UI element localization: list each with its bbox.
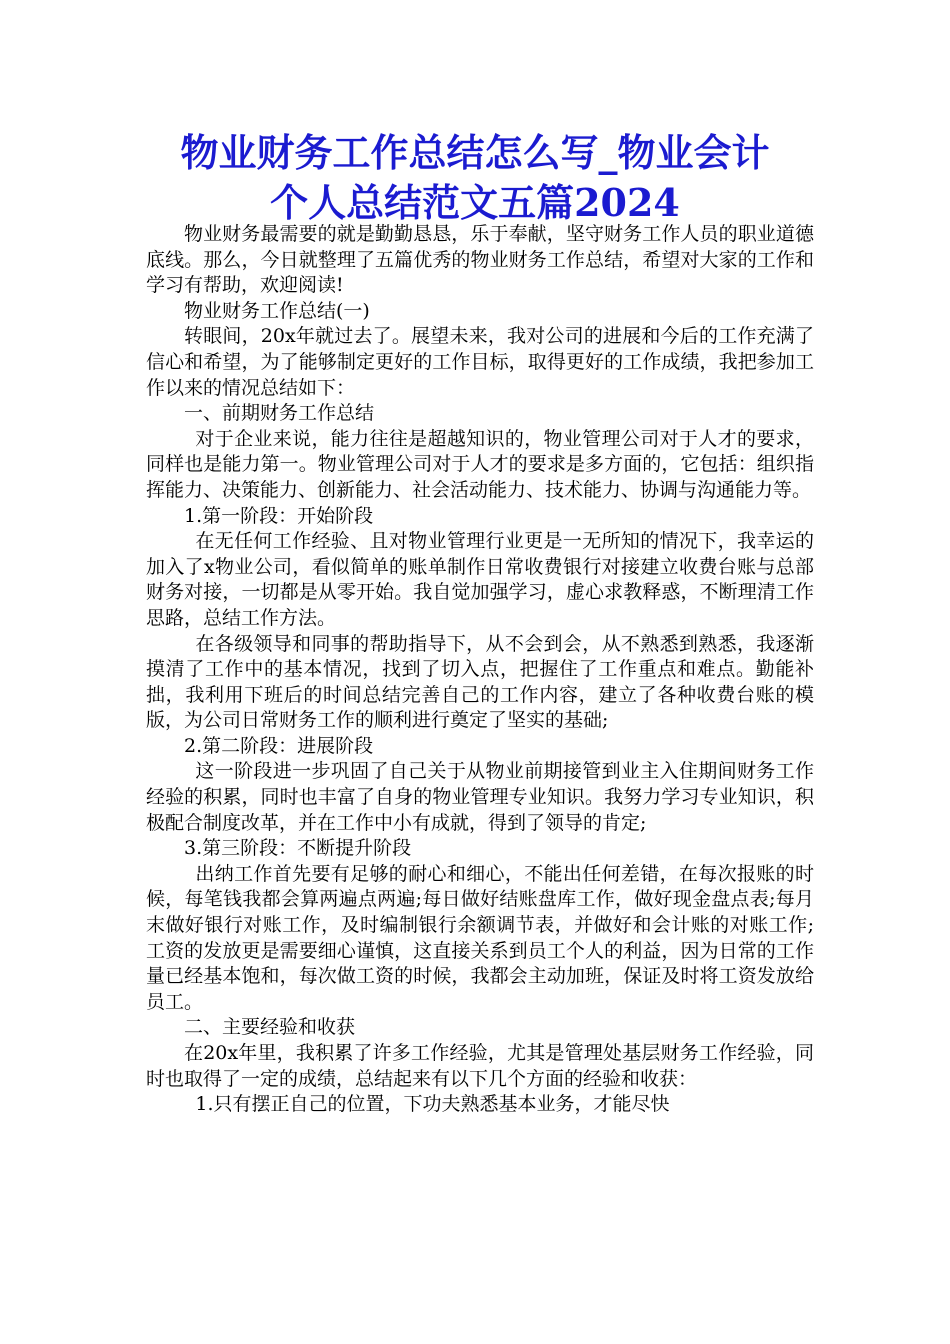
paragraph: 对于企业来说，能力往往是超越知识的，物业管理公司对于人才的要求，同样也是能力第一。物业管理公司对于人才的要求是多方面的，它包括：组织指挥能力、决策能力、创新能力、社会活动能力、技术能力、协调与沟通能力等。 (146, 427, 814, 501)
heading: 3.第三阶段：不断提升阶段 (184, 837, 412, 860)
paragraph: 这一阶段进一步巩固了自己关于从物业前期接管到业主入住期间财务工作经验的积累，同时也丰富了自身的物业管理专业知识。我努力学习专业知识，积极配合制度改革，并在工作中小有成就，得到了领导的肯定; (146, 760, 814, 834)
document-title (100, 128, 850, 228)
paragraph: 在无任何工作经验、且对物业管理行业更是一无所知的情况下，我幸运的加入了x物业公司，看似简单的账单制作日常收费银行对接建立收费台账与总部财务对接，一切都是从零开始。我自觉加强学习，虚心求教释惑，不断理清工作思路，总结工作方法。 (146, 530, 814, 629)
heading: 一、前期财务工作总结 (184, 402, 375, 425)
paragraph: 在各级领导和同事的帮助指导下，从不会到会，从不熟悉到熟悉，我逐渐摸清了工作中的基本情况，找到了切入点，把握住了工作重点和难点。勤能补拙，我利用下班后的时间总结完善自己的工作内容，建立了各种收费台账的模版，为公司日常财务工作的顺利进行奠定了坚实的基础; (146, 632, 814, 732)
heading: 2.第二阶段：进展阶段 (184, 734, 374, 757)
heading: 1.第一阶段：开始阶段 (184, 504, 374, 527)
paragraph: 转眼间，20x年就过去了。展望未来，我对公司的进展和今后的工作充满了信心和希望，为了能够制定更好的工作目标，取得更好的工作成绩，我把参加工作以来的情况总结如下： (146, 325, 814, 399)
heading: 二、主要经验和收获 (184, 1016, 356, 1039)
paragraph: 出纳工作首先要有足够的耐心和细心，不能出任何差错，在每次报账的时候，每笔钱我都会算两遍点两遍;每日做好结账盘库工作，做好现金盘点表;每月末做好银行对账工作，及时编制银行余额调节表，并做好和会计账的对账工作;工资的发放更是需要细心谨慎，这直接关系到员工个人的利益，因为日常的工作量已经基本饱和，每次做工资的时候，我都会主动加班，保证及时将工资发放给员工。 (146, 862, 814, 1013)
paragraph: 1.只有摆正自己的位置，下功夫熟悉基本业务，才能尽快 (195, 1093, 670, 1116)
paragraph: 在20x年里，我积累了许多工作经验，尤其是管理处基层财务工作经验，同时也取得了一定的成绩，总结起来有以下几个方面的经验和收获： (146, 1042, 814, 1090)
document-body (146, 222, 814, 1118)
title-line-1: 物业财务工作总结怎么写_物业会计 (180, 130, 770, 175)
intro-paragraph: 物业财务最需要的就是勤勤恳恳，乐于奉献，坚守财务工作人员的职业道德底线。那么，今日就整理了五篇优秀的物业财务工作总结，希望对大家的工作和学习有帮助，欢迎阅读! (146, 223, 814, 297)
section-title: 物业财务工作总结(一) (184, 299, 370, 322)
title-line-2: 个人总结范文五篇2024 (270, 180, 680, 225)
